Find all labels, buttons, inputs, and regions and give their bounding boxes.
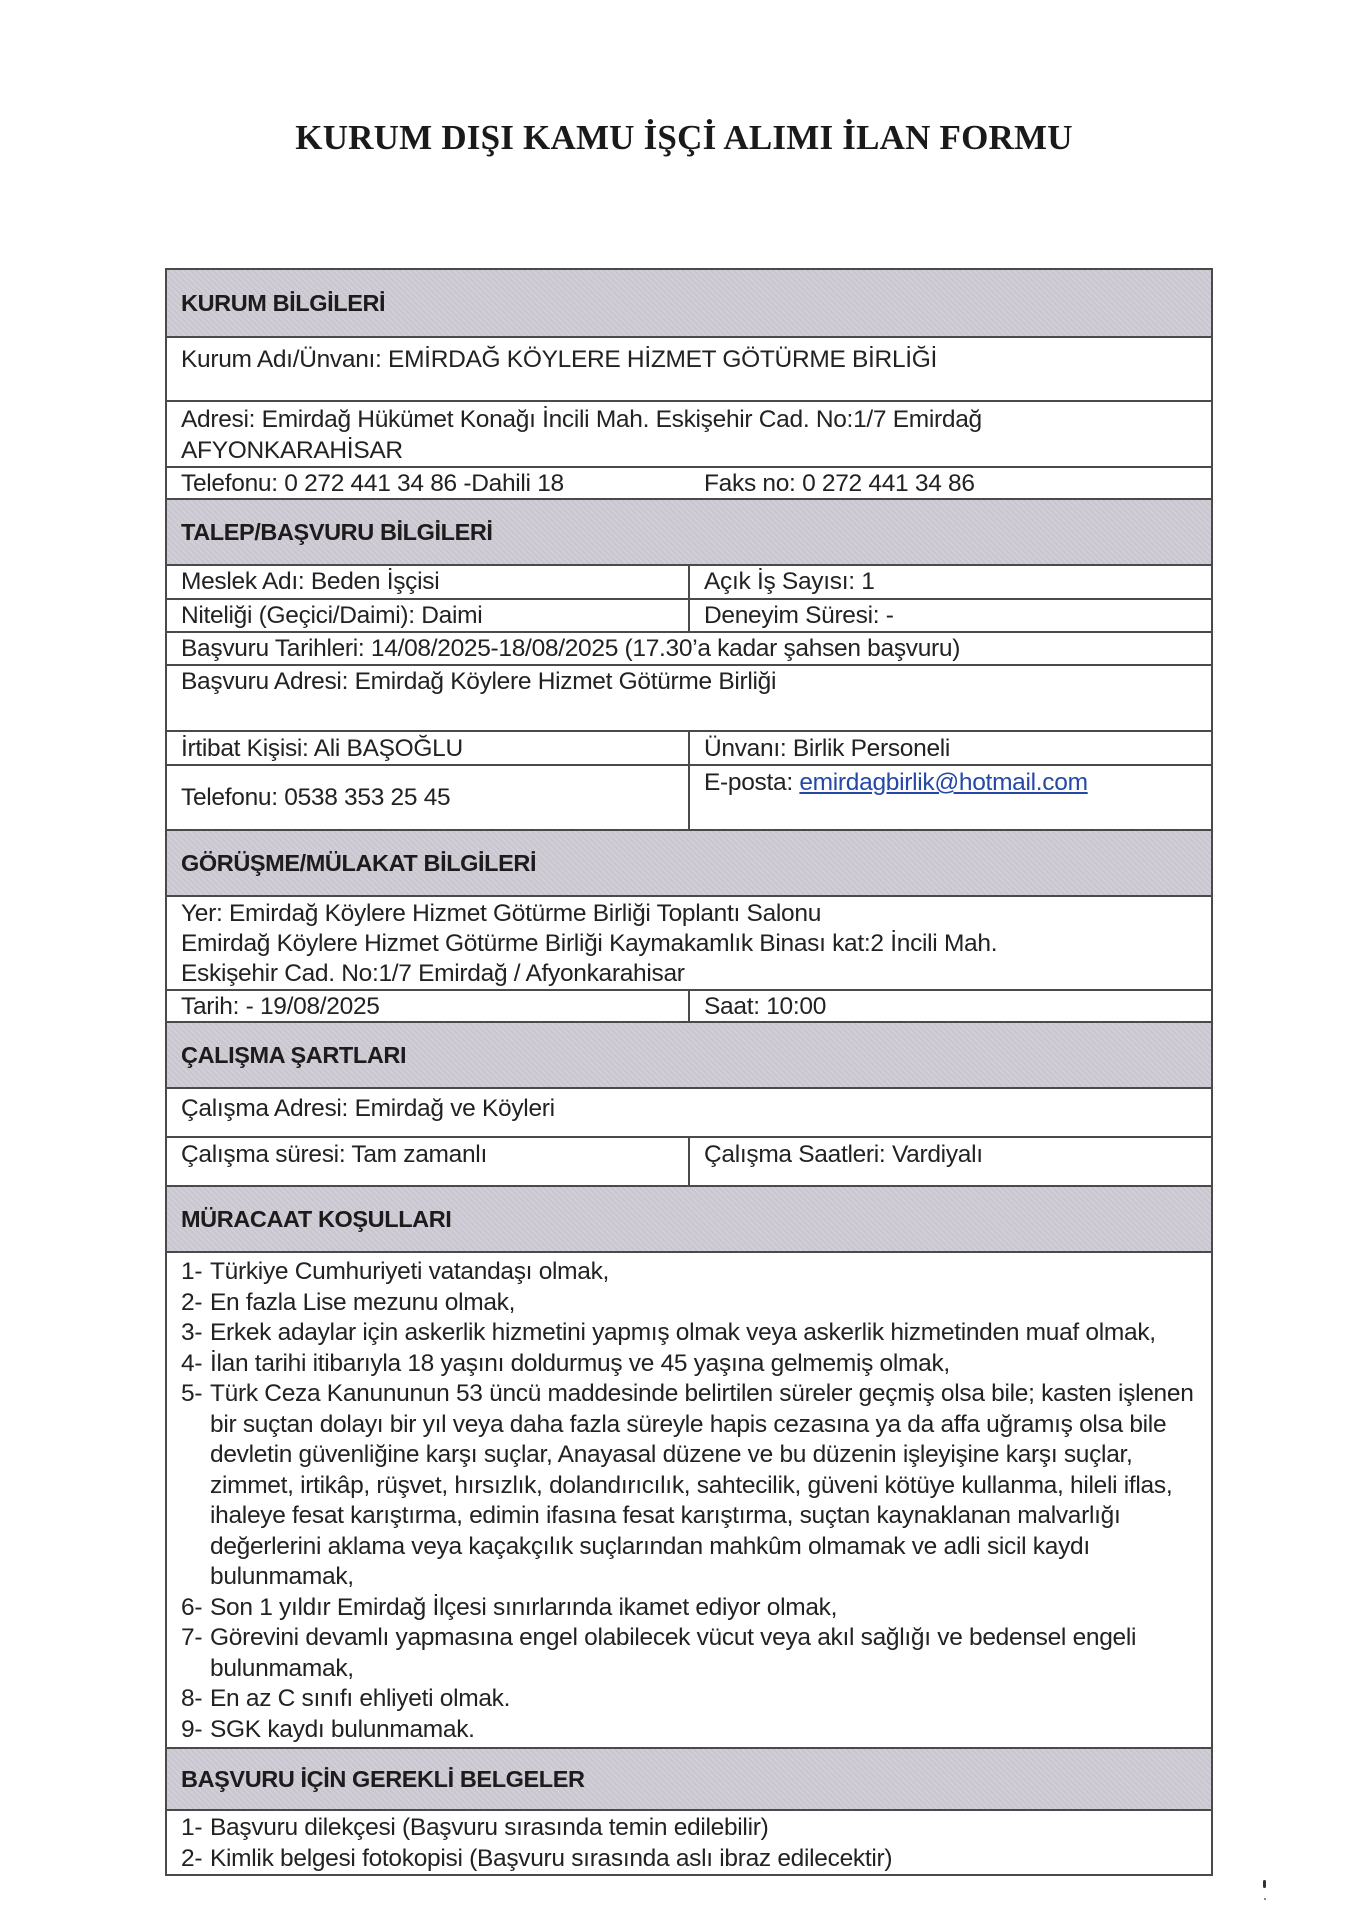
gorusme-tarih: Tarih: - 19/08/2025 — [167, 991, 690, 1021]
page-title: KURUM DIŞI KAMU İŞÇİ ALIMI İLAN FORMU — [295, 118, 1073, 157]
niteligi: Niteliği (Geçici/Daimi): Daimi — [167, 600, 690, 631]
gorusme-yer-line2: Emirdağ Köylere Hizmet Götürme Birliği Kaymakamlık Binası kat:2 İncili Mah. — [181, 930, 998, 957]
section-title: ÇALIŞMA ŞARTLARI — [181, 1041, 407, 1068]
list-item: 4- İlan tarihi itibarıyla 18 yaşını doldurmuş ve 45 yaşına gelmemiş olmak, — [181, 1349, 950, 1377]
row-kurum-telefon — [167, 466, 1211, 498]
row-irtibat — [167, 730, 1211, 764]
row-meslek — [167, 564, 1211, 598]
section-header-talep — [167, 498, 1211, 564]
section-header-gorusme — [167, 829, 1211, 895]
list-item: 3- Erkek adaylar için askerlik hizmetini yapmış olmak veya askerlik hizmetinden muaf olmak, — [181, 1319, 1156, 1346]
calisma-suresi: Çalışma süresi: Tam zamanlı — [167, 1138, 690, 1185]
calisma-saatleri: Çalışma Saatleri: Vardiyalı — [704, 1141, 983, 1168]
section-title: KURUM BİLGİLERİ — [181, 289, 386, 316]
belgeler-list — [167, 1811, 1211, 1874]
row-calisma-sure — [167, 1136, 1211, 1185]
scan-artifact — [1264, 1898, 1266, 1900]
eposta-link[interactable]: emirdagbirlik@hotmail.com — [799, 769, 1088, 796]
kurum-adi: Kurum Adı/Ünvanı: EMİRDAĞ KÖYLERE HİZMET GÖTÜRME BİRLİĞİ — [181, 346, 938, 373]
row-basvuru-adresi — [167, 664, 1211, 730]
calisma-adresi: Çalışma Adresi: Emirdağ ve Köyleri — [181, 1095, 555, 1122]
acik-is-sayisi: Açık İş Sayısı: 1 — [704, 568, 875, 595]
kurum-adres-line1: Adresi: Emirdağ Hükümet Konağı İncili Mah. Eskişehir Cad. No:1/7 Emirdağ — [181, 406, 982, 433]
eposta-label: E-posta: — [704, 769, 800, 796]
gorusme-yer-line1: Yer: Emirdağ Köylere Hizmet Götürme Birliği Toplantı Salonu — [181, 900, 822, 927]
row-gorusme-yer — [167, 895, 1211, 989]
muracaat-list — [167, 1253, 1211, 1747]
gorusme-saat: Saat: 10:00 — [704, 993, 827, 1020]
kurum-telefon: Telefonu: 0 272 441 34 86 -Dahili 18 — [181, 470, 564, 497]
row-niteligi — [167, 598, 1211, 631]
row-gorusme-tarih — [167, 989, 1211, 1021]
deneyim-suresi: Deneyim Süresi: - — [704, 602, 894, 629]
list-item: 2- Kimlik belgesi fotokopisi (Başvuru sırasında aslı ibraz edilecektir) — [181, 1844, 893, 1872]
list-item: 1- Başvuru dilekçesi (Başvuru sırasında temin edilebilir) — [181, 1814, 769, 1841]
row-muracaat-list — [167, 1251, 1211, 1747]
scan-artifact — [1263, 1880, 1266, 1888]
section-title: MÜRACAAT KOŞULLARI — [181, 1205, 452, 1232]
list-item: 1- Türkiye Cumhuriyeti vatandaşı olmak, — [181, 1258, 610, 1285]
irtibat-telefon: Telefonu: 0538 353 25 45 — [167, 766, 690, 829]
irtibat-unvan: Ünvanı: Birlik Personeli — [704, 735, 951, 762]
job-posting-form — [165, 268, 1213, 1876]
section-header-calisma — [167, 1021, 1211, 1087]
gorusme-yer-line3: Eskişehir Cad. No:1/7 Emirdağ / Afyonkarahisar — [181, 960, 685, 987]
list-item: 6- Son 1 yıldır Emirdağ İlçesi sınırlarında ikamet ediyor olmak, — [181, 1593, 838, 1621]
basvuru-adresi: Başvuru Adresi: Emirdağ Köylere Hizmet Götürme Birliği — [181, 668, 777, 695]
section-header-belgeler — [167, 1747, 1211, 1809]
section-title: GÖRÜŞME/MÜLAKAT BİLGİLERİ — [181, 849, 537, 876]
kurum-adres — [167, 402, 1211, 466]
irtibat-kisisi: İrtibat Kişisi: Ali BAŞOĞLU — [167, 732, 690, 764]
section-header-kurum — [167, 270, 1211, 336]
list-item: 9- SGK kaydı bulunmamak. — [181, 1715, 475, 1743]
row-basvuru-tarihleri — [167, 631, 1211, 664]
section-header-muracaat — [167, 1185, 1211, 1251]
list-item: 7- Görevini devamlı yapmasına engel olabilecek vücut veya akıl sağlığı ve bedensel engeli bulunmamak, — [181, 1624, 1137, 1682]
kurum-faks: Faks no: 0 272 441 34 86 — [704, 470, 975, 497]
gorusme-yer — [167, 897, 1211, 989]
row-belgeler-list — [167, 1809, 1211, 1874]
list-item: 8- En az C sınıfı ehliyeti olmak. — [181, 1685, 511, 1712]
list-item: 2- En fazla Lise mezunu olmak, — [181, 1288, 516, 1316]
list-item: 5- Türk Ceza Kanununun 53 üncü maddesinde belirtilen süreler geçmiş olsa bile; kasten işlenen bir suçtan dolayı bir yıl veya daha fazla süreyle hapis cezasına ya da affa uğramış olsa bile devletin güvenliğine karşı suçlar, Anayasal düzene ve bu düzenin işleyişine karşı suçlar, zimmet, irtikâp, rüşvet, hırsızlık, dolandırıcılık, sahtecilik, güveni kötüye kullanma, hileli iflas, ihaleye fesat karıştırma, edimin ifasına fesat karıştırma, suçtan kaynaklanan malvarlığı değerlerini aklama veya kaçakçılık suçlarından mahkûm olmamak ve adli sicil kaydı bulunmamak, — [181, 1380, 1194, 1590]
section-title: TALEP/BAŞVURU BİLGİLERİ — [181, 518, 493, 545]
basvuru-tarihleri: Başvuru Tarihleri: 14/08/2025-18/08/2025 (17.30’a kadar şahsen başvuru) — [181, 635, 961, 662]
kurum-adres-line2: AFYONKARAHİSAR — [181, 437, 403, 464]
row-calisma-adresi — [167, 1087, 1211, 1136]
irtibat-eposta — [690, 766, 1211, 829]
row-kurum-adi — [167, 336, 1211, 400]
row-kurum-adres — [167, 400, 1211, 466]
row-irtibat-iletisim — [167, 764, 1211, 829]
meslek-adi: Meslek Adı: Beden İşçisi — [167, 566, 690, 598]
section-title: BAŞVURU İÇİN GEREKLİ BELGELER — [181, 1765, 585, 1792]
